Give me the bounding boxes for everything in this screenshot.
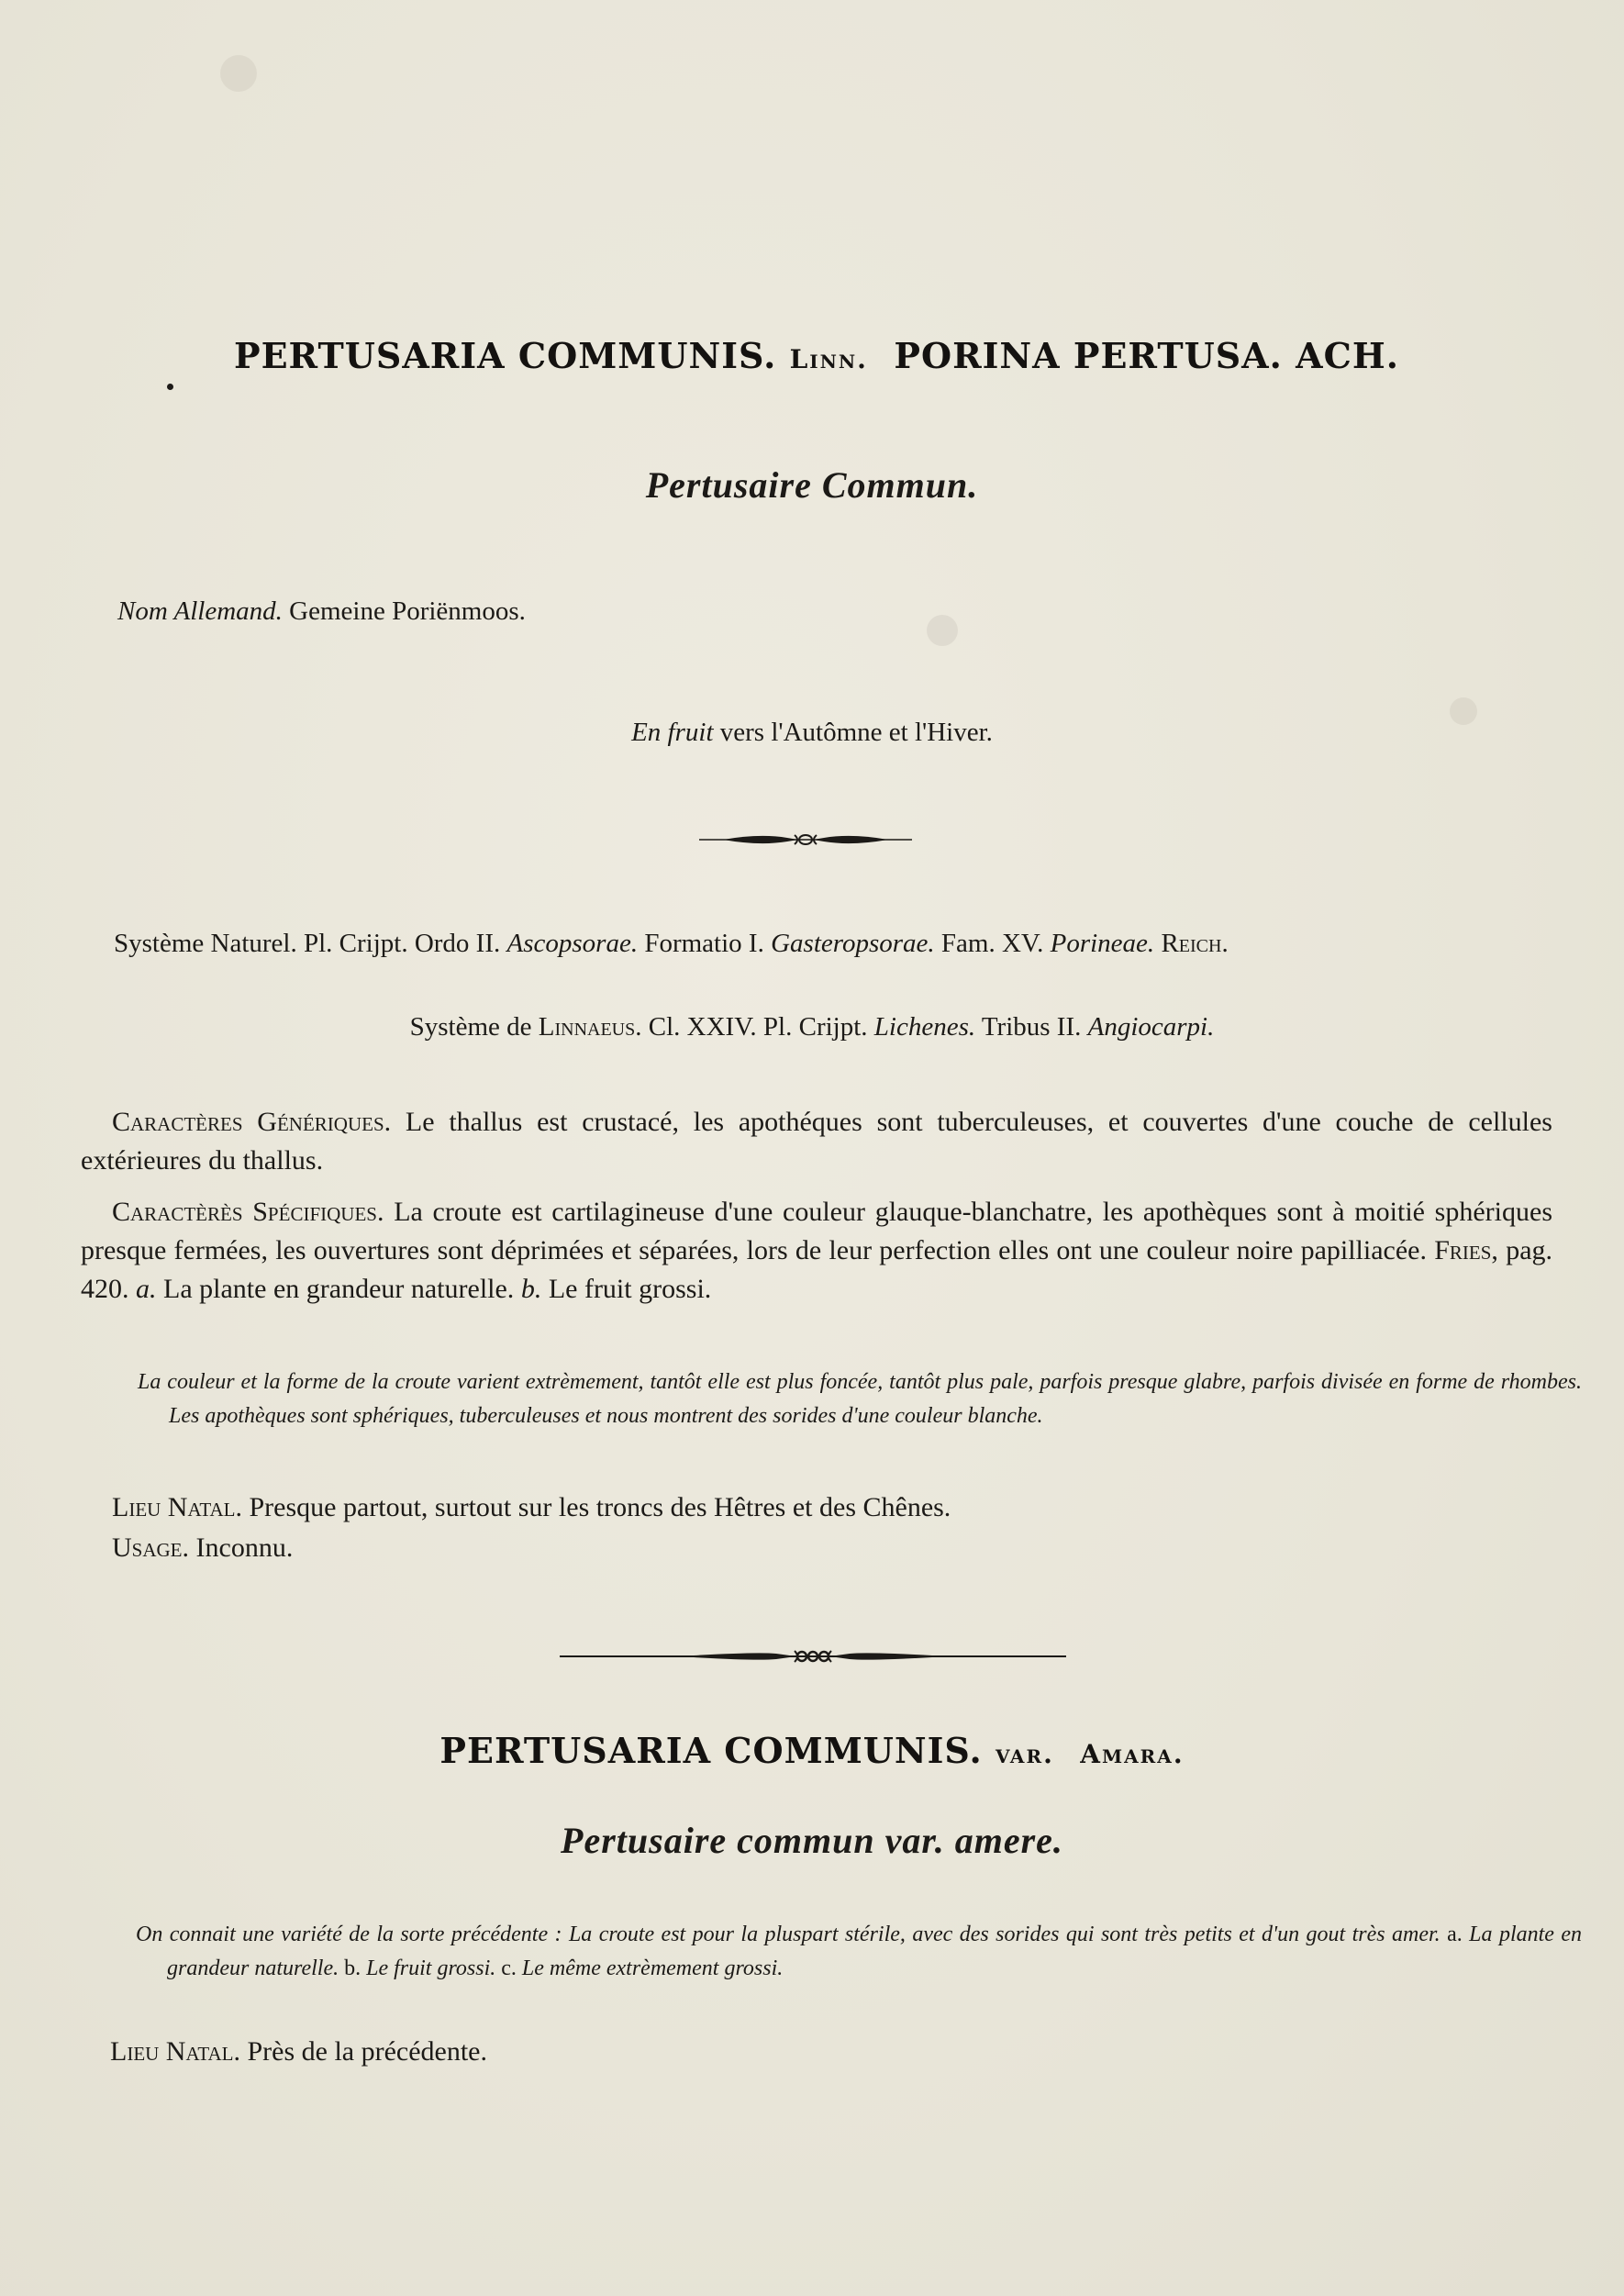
generic-characters-label: Caractères Génériques. [112, 1107, 392, 1137]
ornament-divider [695, 826, 916, 853]
systeme-naturel-line: Système Naturel. Pl. Crijpt. Ordo II. Ascopsorae. Formatio I. Gasteropsorae. Fam. XV. Porineae. Reich. [114, 929, 1229, 958]
fruiting-season: En fruit vers l'Autômne et l'Hiver. [631, 718, 993, 747]
variety-habitat-line: Lieu Natal. Près de la précédente. [110, 2036, 488, 2067]
variety-french-name: Pertusaire commun var. amere. [561, 1820, 1063, 1861]
german-name-line [117, 596, 526, 627]
paper-stain [220, 55, 257, 92]
paper-stain [927, 615, 958, 646]
variation-note: La couleur et la forme de la croute varient extrèmement, tantôt elle est plus foncée, tantôt plus pale, parfois presque glabre, parfois divisée en forme de rhombes. Les apothèques sont sphériques, tuberculeuses et nous montrent des sorides d'une couleur blanche. [138, 1370, 1582, 1428]
species-french-name: Pertusaire Commun. [645, 464, 979, 506]
variety-description: On connait une variété de la sorte précédente : La croute est pour la pluspart stérile, avec des sorides qui sont très petits et d'un gout très amer. a. La plante en grandeur naturelle. b. Le fruit grossi. c. Le même extrèmement grossi. [136, 1923, 1582, 1980]
generic-characters-text: Le thallus est crustacé, les apothéques sont tuberculeuses, et couvertes d'une couche de cellules extérieures du thallus. [81, 1107, 1552, 1176]
habitat-label: Lieu Natal. [112, 1492, 242, 1522]
specific-characters: Caractèrès Spécifiques. La croute est cartilagineuse d'une couleur glauque-blanchatre, les apothèques sont à moitié sphériques presque fermées, les ouvertures sont déprimées et séparées, lors de leur perfection elles ont une couleur noire papilliacée. Fries, pag. 420. a. La plante en grandeur naturelle. b. Le fruit grossi. [81, 1197, 1553, 1304]
ink-speck [167, 384, 173, 390]
specific-characters-label: Caractèrès Spécifiques. [112, 1197, 384, 1227]
variety-habitat-label: Lieu Natal. [110, 2036, 240, 2067]
german-name-value: Gemeine Poriënmoos. [289, 596, 526, 626]
systeme-linnaeus-line: Système de Linnaeus. Cl. XXIV. Pl. Crijpt. Lichenes. Tribus II. Angiocarpi. [409, 1012, 1215, 1042]
german-name-label: Nom Allemand. [117, 596, 283, 626]
generic-characters [81, 1103, 1552, 1180]
usage-line: Usage. Inconnu. [112, 1533, 294, 1563]
variety-title: PERTUSARIA COMMUNIS. var. Amara. [439, 1730, 1185, 1771]
usage-label: Usage. [112, 1533, 190, 1563]
ornament-divider [556, 1643, 1070, 1670]
habitat-line: Lieu Natal. Presque partout, surtout sur les troncs des Hêtres et des Chênes. [112, 1492, 951, 1522]
species-title: PERTUSARIA COMMUNIS. Linn. PORINA PERTUSA. ACH. [234, 335, 1399, 376]
